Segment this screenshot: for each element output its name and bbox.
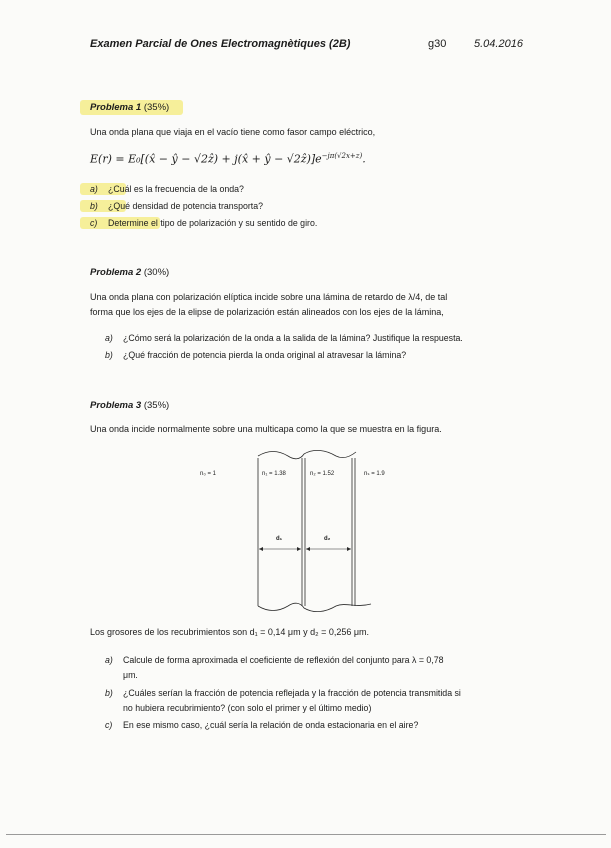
problem-2-statement-line2: forma que los ejes de la elipse de polarización están alineados con los ejes de la lámina, [90,307,444,317]
problem-title-label: Problema 2 [90,267,142,278]
item-text: ¿Cómo será la polarización de la onda a la salida de la lámina? Justifique la respuesta. [123,333,463,343]
item-text: ¿Cuáles serían la fracción de potencia reflejada y la fracción de potencia transmitida si [123,688,461,698]
exam-code: g30 [428,38,447,50]
item-label: c) [105,720,113,730]
item-label: a) [90,184,98,194]
problem-3-item-a-cont: μm. [123,670,138,680]
item-text: Determine el tipo de polarización y su sentido de giro. [108,218,318,228]
arrow-head [259,547,263,551]
layer-thickness-statement: Los grosores de los recubrimientos son d₁ = 0,14 μm y d₂ = 0,256 μm. [90,627,370,637]
problem-weight: (30%) [143,267,170,278]
problem-2-title [90,267,169,278]
item-label: a) [105,333,113,343]
problem-3-item-c [105,720,418,730]
problem-3-item-a [105,655,444,665]
formula-exponent: −jπ(√2x+z) [321,152,363,160]
exam-date: 5.04.2016 [474,38,523,50]
label-n1: n₁ = 1.38 [262,471,286,477]
problem-3-statement: Una onda incide normalmente sobre una multicapa como la que se muestra en la figura. [90,424,442,434]
problem-1-title [90,102,169,113]
problem-1-item-c [90,218,317,228]
formula-end: . [362,152,366,166]
electric-field-formula [90,152,366,166]
multilayer-figure [196,448,406,618]
problem-2-item-a [105,333,463,343]
problem-title-label: Problema 3 [90,400,142,411]
problem-2-statement-line1: Una onda plana con polarización elíptica incide sobre una lámina de retardo de λ/4, de tal [90,292,448,302]
bottom-break-line [258,603,371,611]
item-text: ¿Cuál es la frecuencia de la onda? [108,184,244,194]
item-label: b) [90,201,98,211]
item-label: b) [105,350,113,360]
label-d2: d₂ [324,536,331,542]
item-label: a) [105,655,113,665]
problem-1-statement: Una onda plana que viaja en el vacío tiene como fasor campo eléctrico, [90,127,376,137]
arrow-head [306,547,310,551]
item-text: ¿Qué densidad de potencia transporta? [108,201,264,211]
exam-title: Examen Parcial de Ones Electromagnètiques (2B) [90,38,351,50]
problem-3-item-b [105,688,461,698]
problem-1-item-b [90,201,263,211]
problem-weight: (35%) [143,102,170,113]
top-break-line [258,450,356,458]
arrow-head [297,547,301,551]
item-label: c) [90,218,98,228]
label-d1: d₁ [276,536,283,542]
item-text: En ese mismo caso, ¿cuál sería la relación de onda estacionaria en el aire? [123,720,419,730]
formula-main: E(r) = E₀[(x̂ − ŷ − √2ẑ) + j(x̂ + ŷ − √2ẑ)]e [90,152,322,166]
label-ns: nₛ = 1.9 [364,471,385,477]
item-text: ¿Qué fracción de potencia pierda la onda original al atravesar la lámina? [123,350,407,360]
label-n0: n₀ = 1 [200,471,217,477]
problem-2-item-b [105,350,406,360]
problem-weight: (35%) [143,400,170,411]
item-text: Calcule de forma aproximada el coeficiente de reflexión del conjunto para λ = 0,78 [123,655,444,665]
label-n2: n₂ = 1.52 [310,471,335,477]
problem-1-item-a [90,184,244,194]
arrow-head [347,547,351,551]
page-bottom-rule [6,834,606,835]
problem-3-item-b-cont: no hubiera recubrimiento? (con solo el primer y el último medio) [123,703,372,713]
problem-3-title [90,400,169,411]
problem-title-label: Problema 1 [90,102,142,113]
item-label: b) [105,688,113,698]
